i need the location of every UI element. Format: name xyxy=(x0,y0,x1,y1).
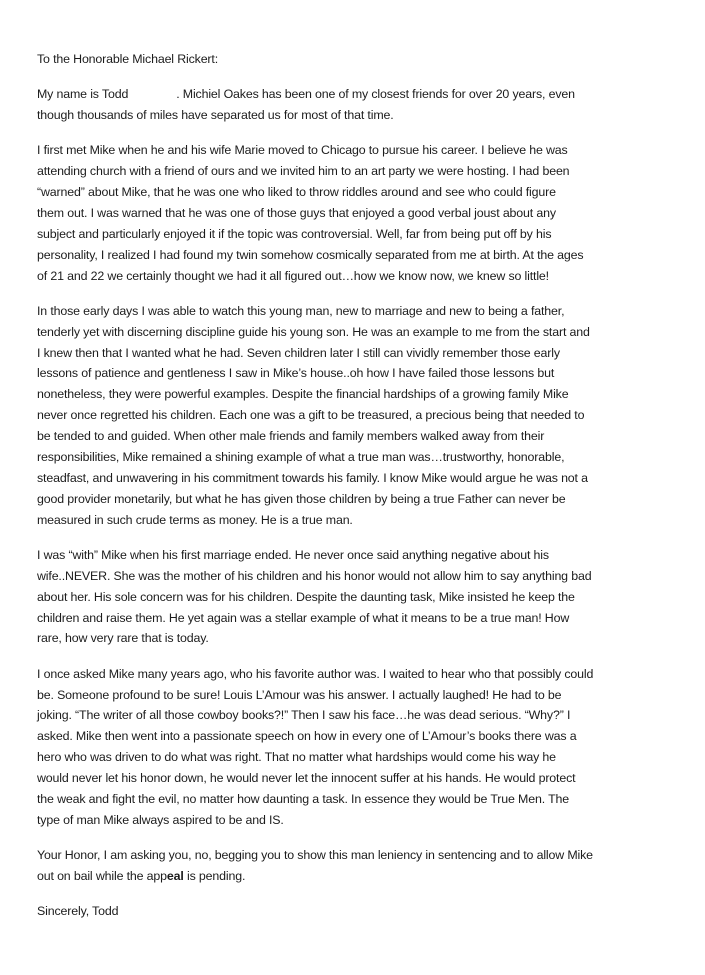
text-line: I was “with” Mike when his first marriage ended. He never once said anything negative about his xyxy=(37,547,549,562)
signoff: Sincerely, Todd xyxy=(37,904,119,919)
request-text-bold: eal xyxy=(166,868,184,883)
text-line: hero who was driven to do what was right. That no matter what hardships would come his way he xyxy=(37,750,556,765)
letter-body xyxy=(37,49,687,936)
signoff-paragraph xyxy=(37,901,687,922)
salutation-paragraph xyxy=(37,49,687,70)
text-line: the weak and fight the evil, no matter how daunting a task. In essence they would be True Men. The xyxy=(37,791,569,806)
text-line: children and raise them. He yet again was a stellar example of what it means to be a true man! How xyxy=(37,610,570,625)
text-line: Your Honor, I am asking you, no, begging you to show this man leniency in sentencing and to allow Mike xyxy=(37,848,593,863)
paragraph-marriage xyxy=(37,545,687,649)
intro-line xyxy=(37,84,687,105)
paragraph-early-days xyxy=(37,301,687,531)
text-line: In those early days I was able to watch this young man, new to marriage and new to being a father, xyxy=(37,303,565,318)
paragraph-first-meeting xyxy=(37,140,687,286)
text-line: I once asked Mike many years ago, who his favorite author was. I waited to hear who that possibly could xyxy=(37,666,594,681)
request-text-a: out on bail while the app xyxy=(37,868,167,883)
text-line: of 21 and 22 we certainly thought we had it all figured out…how we know now, we knew so little! xyxy=(37,268,549,283)
salutation: To the Honorable Michael Rickert: xyxy=(37,52,218,66)
text-line: good provider monetarily, but what he has given those children by being a true Father can never be xyxy=(37,491,566,506)
text-line: be. Someone profound to be sure! Louis L’Amour was his answer. I actually laughed! He had to be xyxy=(37,687,562,702)
text-line: I first met Mike when he and his wife Marie moved to Chicago to pursue his career. I believe he was xyxy=(37,143,568,158)
text-line: responsibilities, Mike remained a shining example of what a true man was…trustworthy, honorable, xyxy=(37,450,565,465)
text-line: them out. I was warned that he was one of those guys that enjoyed a good verbal joust about any xyxy=(37,205,556,220)
text-line: lessons of patience and gentleness I saw in Mike’s house..oh how I have failed those lessons but xyxy=(37,366,555,381)
text-line: joking. “The writer of all those cowboy books?!” Then I saw his face…he was dead serious. “Why?” I xyxy=(37,708,571,723)
text-line: tenderly yet with discerning discipline guide his young son. He was an example to me from the start and xyxy=(37,324,590,339)
intro-line: though thousands of miles have separated us for most of that time. xyxy=(37,108,394,123)
text-line: never once regretted his children. Each one was a gift to be treasured, a precious being that needed to xyxy=(37,408,585,423)
paragraph-favorite-author xyxy=(37,664,687,831)
text-line: “warned” about Mike, that he was one who liked to throw riddles around and see who could figure xyxy=(37,185,556,200)
text-line: be tended to and guided. When other male friends and family members walked away from their xyxy=(37,429,545,444)
text-line: would never let his honor down, he would never let the innocent suffer at his hands. He would protect xyxy=(37,771,576,786)
text-line xyxy=(37,866,687,887)
text-line: I knew then that I wanted what he had. Seven children later I still can vividly remember those early xyxy=(37,345,560,360)
paragraph-request xyxy=(37,845,687,887)
text-line: wife..NEVER. She was the mother of his children and his honor would not allow him to say anything bad xyxy=(37,568,592,583)
text-line: rare, how very rare that is today. xyxy=(37,631,209,646)
intro-name-text: My name is Todd xyxy=(37,87,129,102)
text-line: steadfast, and unwavering in his commitment towards his family. I know Mike would argue he was not a xyxy=(37,470,588,485)
request-text-b: is pending. xyxy=(183,868,246,883)
text-line: subject and particularly enjoyed it if the topic was controversial. Well, far from being put off by his xyxy=(37,226,552,241)
text-line: about her. His sole concern was for his children. Despite the daunting task, Mike insisted he keep the xyxy=(37,589,575,604)
text-line: asked. Mike then went into a passionate speech on how in every one of L’Amour’s books there was a xyxy=(37,729,577,744)
text-line: type of man Mike always aspired to be and IS. xyxy=(37,812,284,827)
text-line: attending church with a friend of ours and we invited him to an art party we were hosting. I had been xyxy=(37,164,570,179)
text-line: personality, I realized I had found my twin somehow cosmically separated from me at birth. At the ages xyxy=(37,247,584,262)
intro-rest-text: . Michiel Oakes has been one of my closest friends for over 20 years, even xyxy=(176,87,575,102)
text-line: nonetheless, they were powerful examples. Despite the financial hardships of a growing family Mike xyxy=(37,387,569,402)
text-line: measured in such crude terms as money. He is a true man. xyxy=(37,512,353,527)
intro-paragraph xyxy=(37,84,687,126)
